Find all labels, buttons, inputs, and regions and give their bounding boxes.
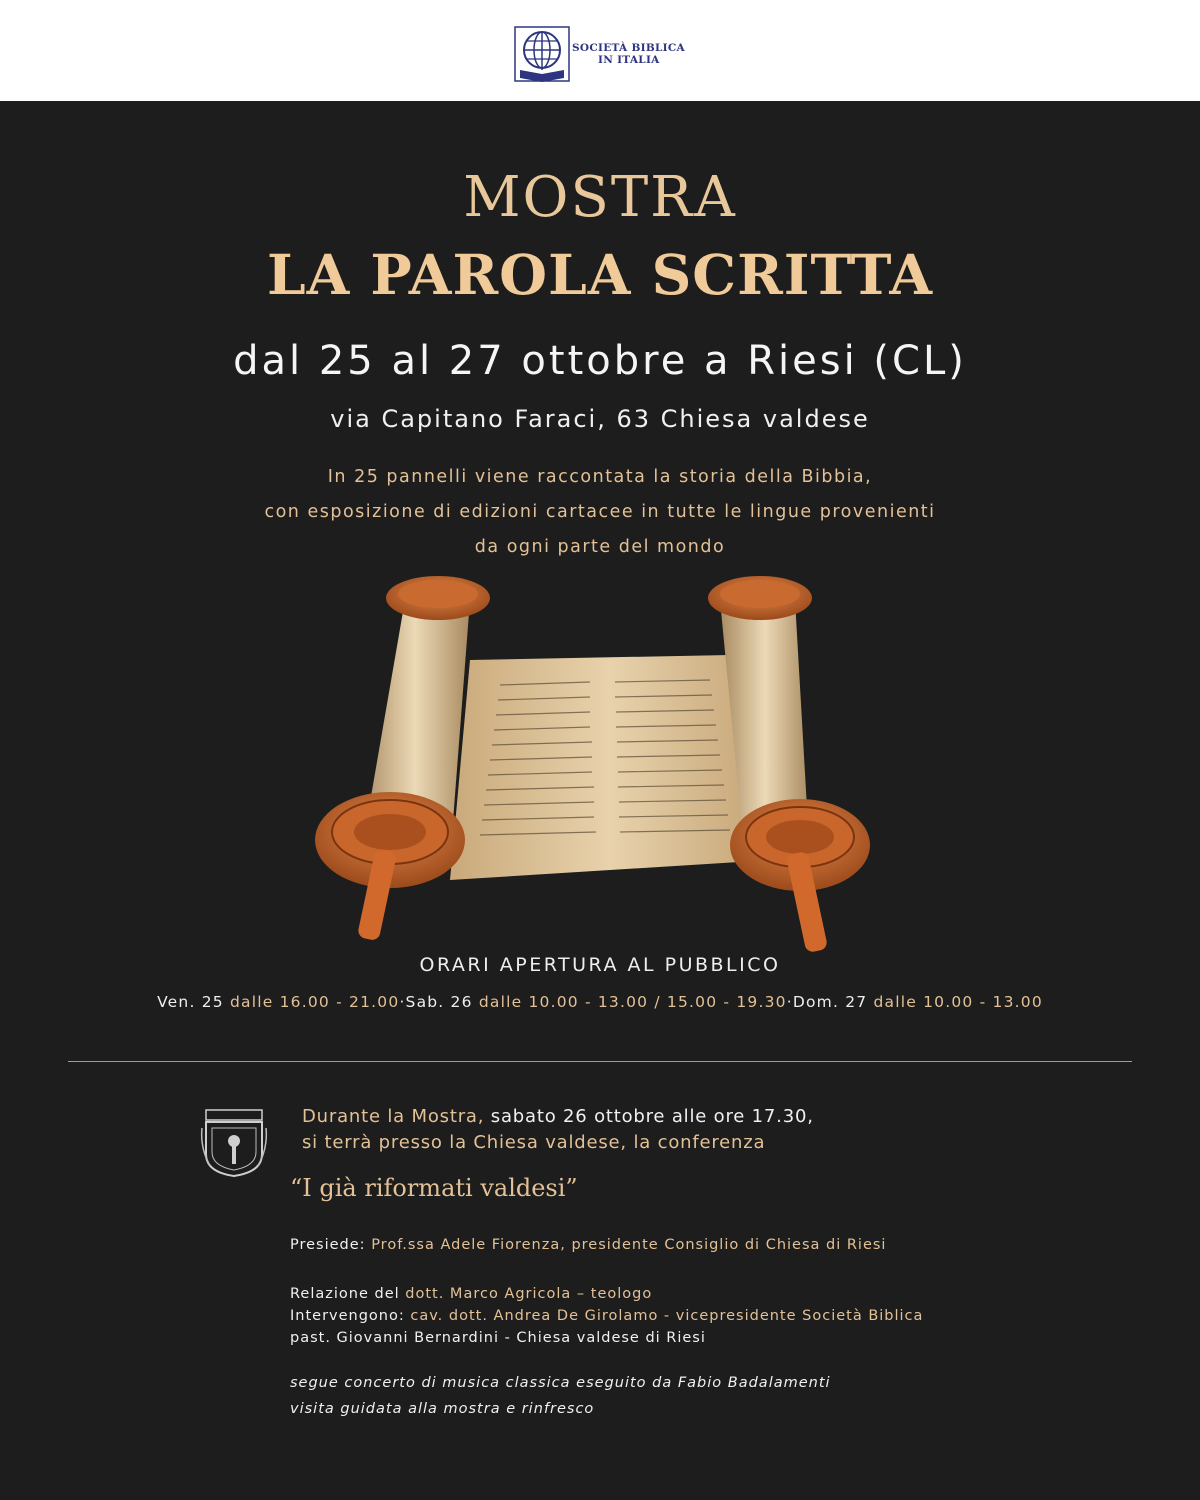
- guests-line: [290, 1308, 923, 1324]
- logo-line-1: SOCIETÀ BIBLICA: [572, 42, 686, 54]
- visit-note: visita guidata alla mostra e rinfresco: [290, 1401, 595, 1417]
- speaker-value: dott. Marco Agricola – teologo: [405, 1286, 653, 1302]
- societa-biblica-logo: [514, 26, 714, 86]
- conference-intro-lead: Durante la Mostra,: [302, 1106, 485, 1127]
- globe-book-icon: [514, 26, 570, 86]
- divider: [68, 1061, 1132, 1062]
- hours-day: Sab. 26: [405, 993, 473, 1011]
- guests-value: cav. dott. Andrea De Girolamo - vicepresidente Società Biblica: [410, 1308, 924, 1324]
- speaker-line: [290, 1286, 652, 1302]
- logo-text: [572, 42, 685, 66]
- opening-hours-title: ORARI APERTURA AL PUBBLICO: [419, 954, 781, 976]
- opening-hours: [0, 993, 1200, 1011]
- conference-intro: [302, 1104, 814, 1156]
- description-line: da ogni parte del mondo: [474, 537, 726, 557]
- conference-intro-line-1: [302, 1104, 814, 1130]
- chair-value: Prof.ssa Adele Fiorenza, presidente Consiglio di Chiesa di Riesi: [371, 1237, 887, 1253]
- exhibition-kicker: MOSTRA: [463, 165, 737, 230]
- exhibition-address: via Capitano Faraci, 63 Chiesa valdese: [330, 405, 870, 433]
- logo-line-2: IN ITALIA: [598, 54, 660, 66]
- exhibition-dates: dal 25 al 27 ottobre a Riesi (CL): [233, 338, 967, 384]
- hours-separator: ·: [786, 993, 793, 1011]
- hours-time: dalle 16.00 - 21.00: [229, 993, 400, 1011]
- hours-separator: ·: [399, 993, 406, 1011]
- speaker-label: Relazione del: [290, 1286, 400, 1302]
- conference-date-time: sabato 26 ottobre alle ore 17.30,: [490, 1106, 814, 1127]
- chair-label: Presiede:: [290, 1237, 366, 1253]
- torah-scroll-image: [300, 560, 900, 960]
- exhibition-title: LA PAROLA SCRITTA: [266, 242, 934, 307]
- conference-intro-line-2: si terrà presso la Chiesa valdese, la conferenza: [302, 1132, 766, 1153]
- description-line: In 25 pannelli viene raccontata la storia della Bibbia,: [327, 467, 873, 487]
- hours-time: dalle 10.00 - 13.00: [873, 993, 1043, 1011]
- hours-time: dalle 10.00 - 13.00 / 15.00 - 19.30: [478, 993, 787, 1011]
- description-line: con esposizione di edizioni cartacee in tutte le lingue provenienti: [264, 502, 936, 522]
- coat-of-arms-icon: [200, 1108, 268, 1178]
- hours-day: Ven. 25: [157, 993, 224, 1011]
- guests-label: Intervengono:: [290, 1308, 405, 1324]
- concert-note: segue concerto di musica classica eseguito da Fabio Badalamenti: [290, 1375, 831, 1391]
- header-bar: [0, 0, 1200, 101]
- second-guest-line: past. Giovanni Bernardini - Chiesa valdese di Riesi: [290, 1330, 706, 1346]
- conference-title: “I già riformati valdesi”: [290, 1174, 578, 1202]
- exhibition-description: [0, 460, 1200, 565]
- chair-line: [290, 1237, 886, 1253]
- hours-day: Dom. 27: [792, 993, 868, 1011]
